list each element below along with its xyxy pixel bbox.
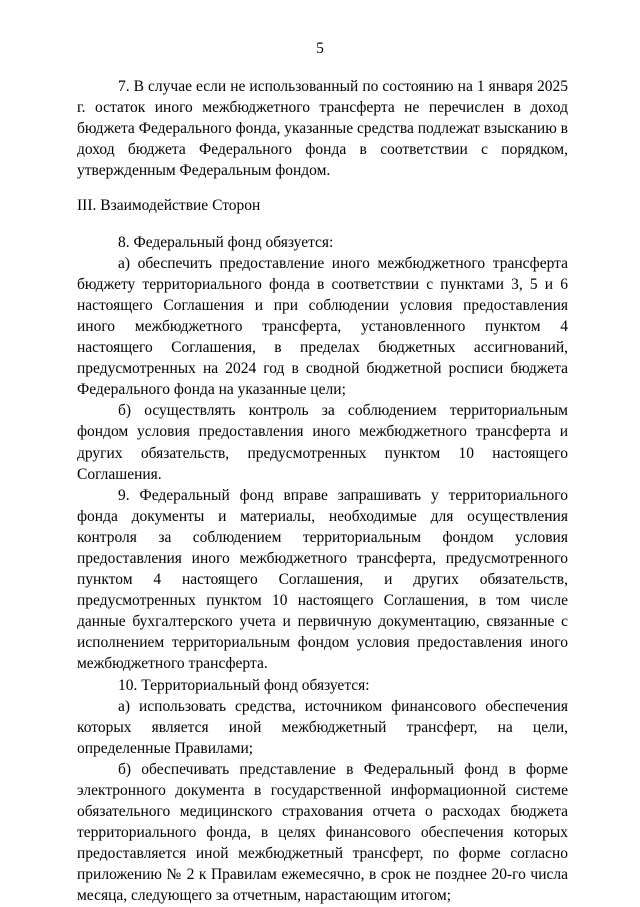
paragraph-10a: а) использовать средства, источником финансового обеспечения которых является иной межбюджетный трансферт, на цели, определенные Правилами; [77, 697, 568, 757]
section-heading: III. Взаимодействие Сторон [77, 197, 261, 215]
paragraph-7: 7. В случае если не использованный по состоянию на 1 января 2025 г. остаток иного межбюджетного трансферта не перечислен в доход бюджета Федерального фонда, указанные средства подлежат взысканию в доход бюджета Федерального фонда в соответствии с порядком, утвержденным Федеральным фондом. [77, 78, 568, 180]
paragraph-10: 10. Территориальный фонд обязуется: [118, 676, 370, 694]
paragraph-8: 8. Федеральный фонд обязуется: [118, 233, 334, 251]
paragraph-9: 9. Федеральный фонд вправе запрашивать у территориального фонда документы и материалы, необходимые для осуществления контроля за соблюдением территориальным фондом условия предоставления иного межбюджетного трансферта, предусмотренного пунктом 4 настоящего Соглашения, и других обязательств, предусмотренных пунктом 10 настоящего Соглашения, в том числе данные бухгалтерского учета и первичную документацию, связанные с исполнением территориальным фондом условия предоставления иного межбюджетного трансферта. [77, 486, 568, 673]
paragraph-8a: а) обеспечить предоставление иного межбюджетного трансферта бюджету территориального фонда в соответствии с пунктами 3, 5 и 6 настоящего Соглашения и при соблюдении условия предоставления иного межбюджетного трансферта, установленного пунктом 4 настоящего Соглашения, в пределах бюджетных ассигнований, предусмотренных на 2024 год в сводной бюджетной росписи бюджета Федерального фонда на указанные цели; [77, 254, 568, 399]
document-body [77, 76, 568, 907]
paragraph-10b: б) обеспечивать представление в Федеральный фонд в форме электронного документа в государственной информационной системе обязательного медицинского страхования отчета о расходах бюджета территориального фонда, в целях финансового обеспечения которых предоставляется иной межбюджетный трансферт, по форме согласно приложению № 2 к Правилам ежемесячно, в срок не позднее 20-го числа месяца, следующего за отчетным, нарастающим итогом; [77, 760, 568, 905]
page-number: 5 [316, 40, 324, 57]
paragraph-8b: б) осуществлять контроль за соблюдением территориальным фондом условия предоставления иного межбюджетного трансферта и других обязательств, предусмотренных пунктом 10 настоящего Соглашения. [77, 402, 568, 483]
